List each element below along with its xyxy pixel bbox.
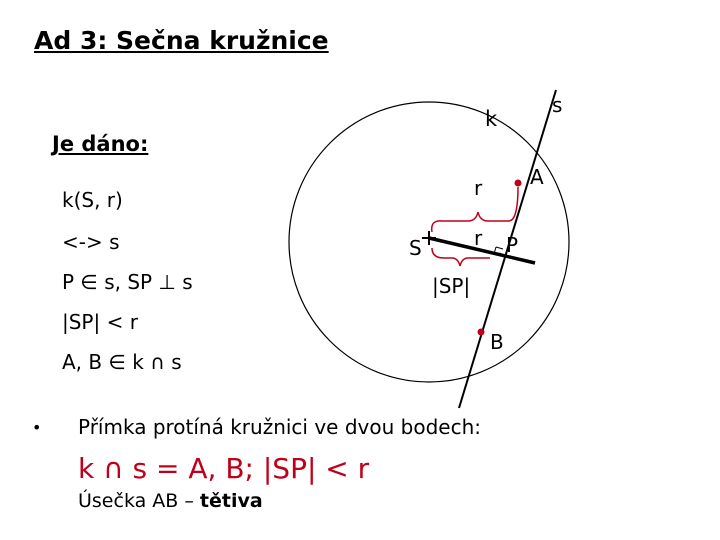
label-b: B xyxy=(490,330,504,354)
chord-definition xyxy=(78,490,263,512)
point-b xyxy=(478,329,485,336)
bullet-text: Přímka protíná kružnici ve dvou bodech: xyxy=(78,415,481,439)
label-a: A xyxy=(530,165,544,189)
given-line-intersection: A, B ∈ k ∩ s xyxy=(62,350,182,374)
label-s: s xyxy=(552,93,563,117)
label-k: k xyxy=(485,107,498,131)
label-s-center: S xyxy=(409,236,422,260)
label-r-mid: r xyxy=(474,226,483,250)
chord-prefix: Úsečka AB – xyxy=(78,490,200,512)
bullet-formula: k ∩ s = A, B; |SP| < r xyxy=(78,452,370,485)
label-sp-length: |SP| xyxy=(432,274,471,298)
given-line-secant: <-> s xyxy=(62,230,120,254)
given-line-distance: |SP| < r xyxy=(62,310,138,334)
right-angle-dot xyxy=(499,253,502,256)
given-line-circle: k(S, r) xyxy=(62,188,123,212)
chord-term: tětiva xyxy=(199,490,263,512)
label-r-top: r xyxy=(474,176,483,200)
point-a xyxy=(515,180,522,187)
given-line-perpendicular: P ∈ s, SP ⊥ s xyxy=(62,270,193,294)
given-heading: Je dáno: xyxy=(52,132,149,156)
page-title: Ad 3: Sečna kružnice xyxy=(34,26,329,55)
label-p: P xyxy=(506,233,519,257)
bullet-symbol: • xyxy=(32,418,42,437)
